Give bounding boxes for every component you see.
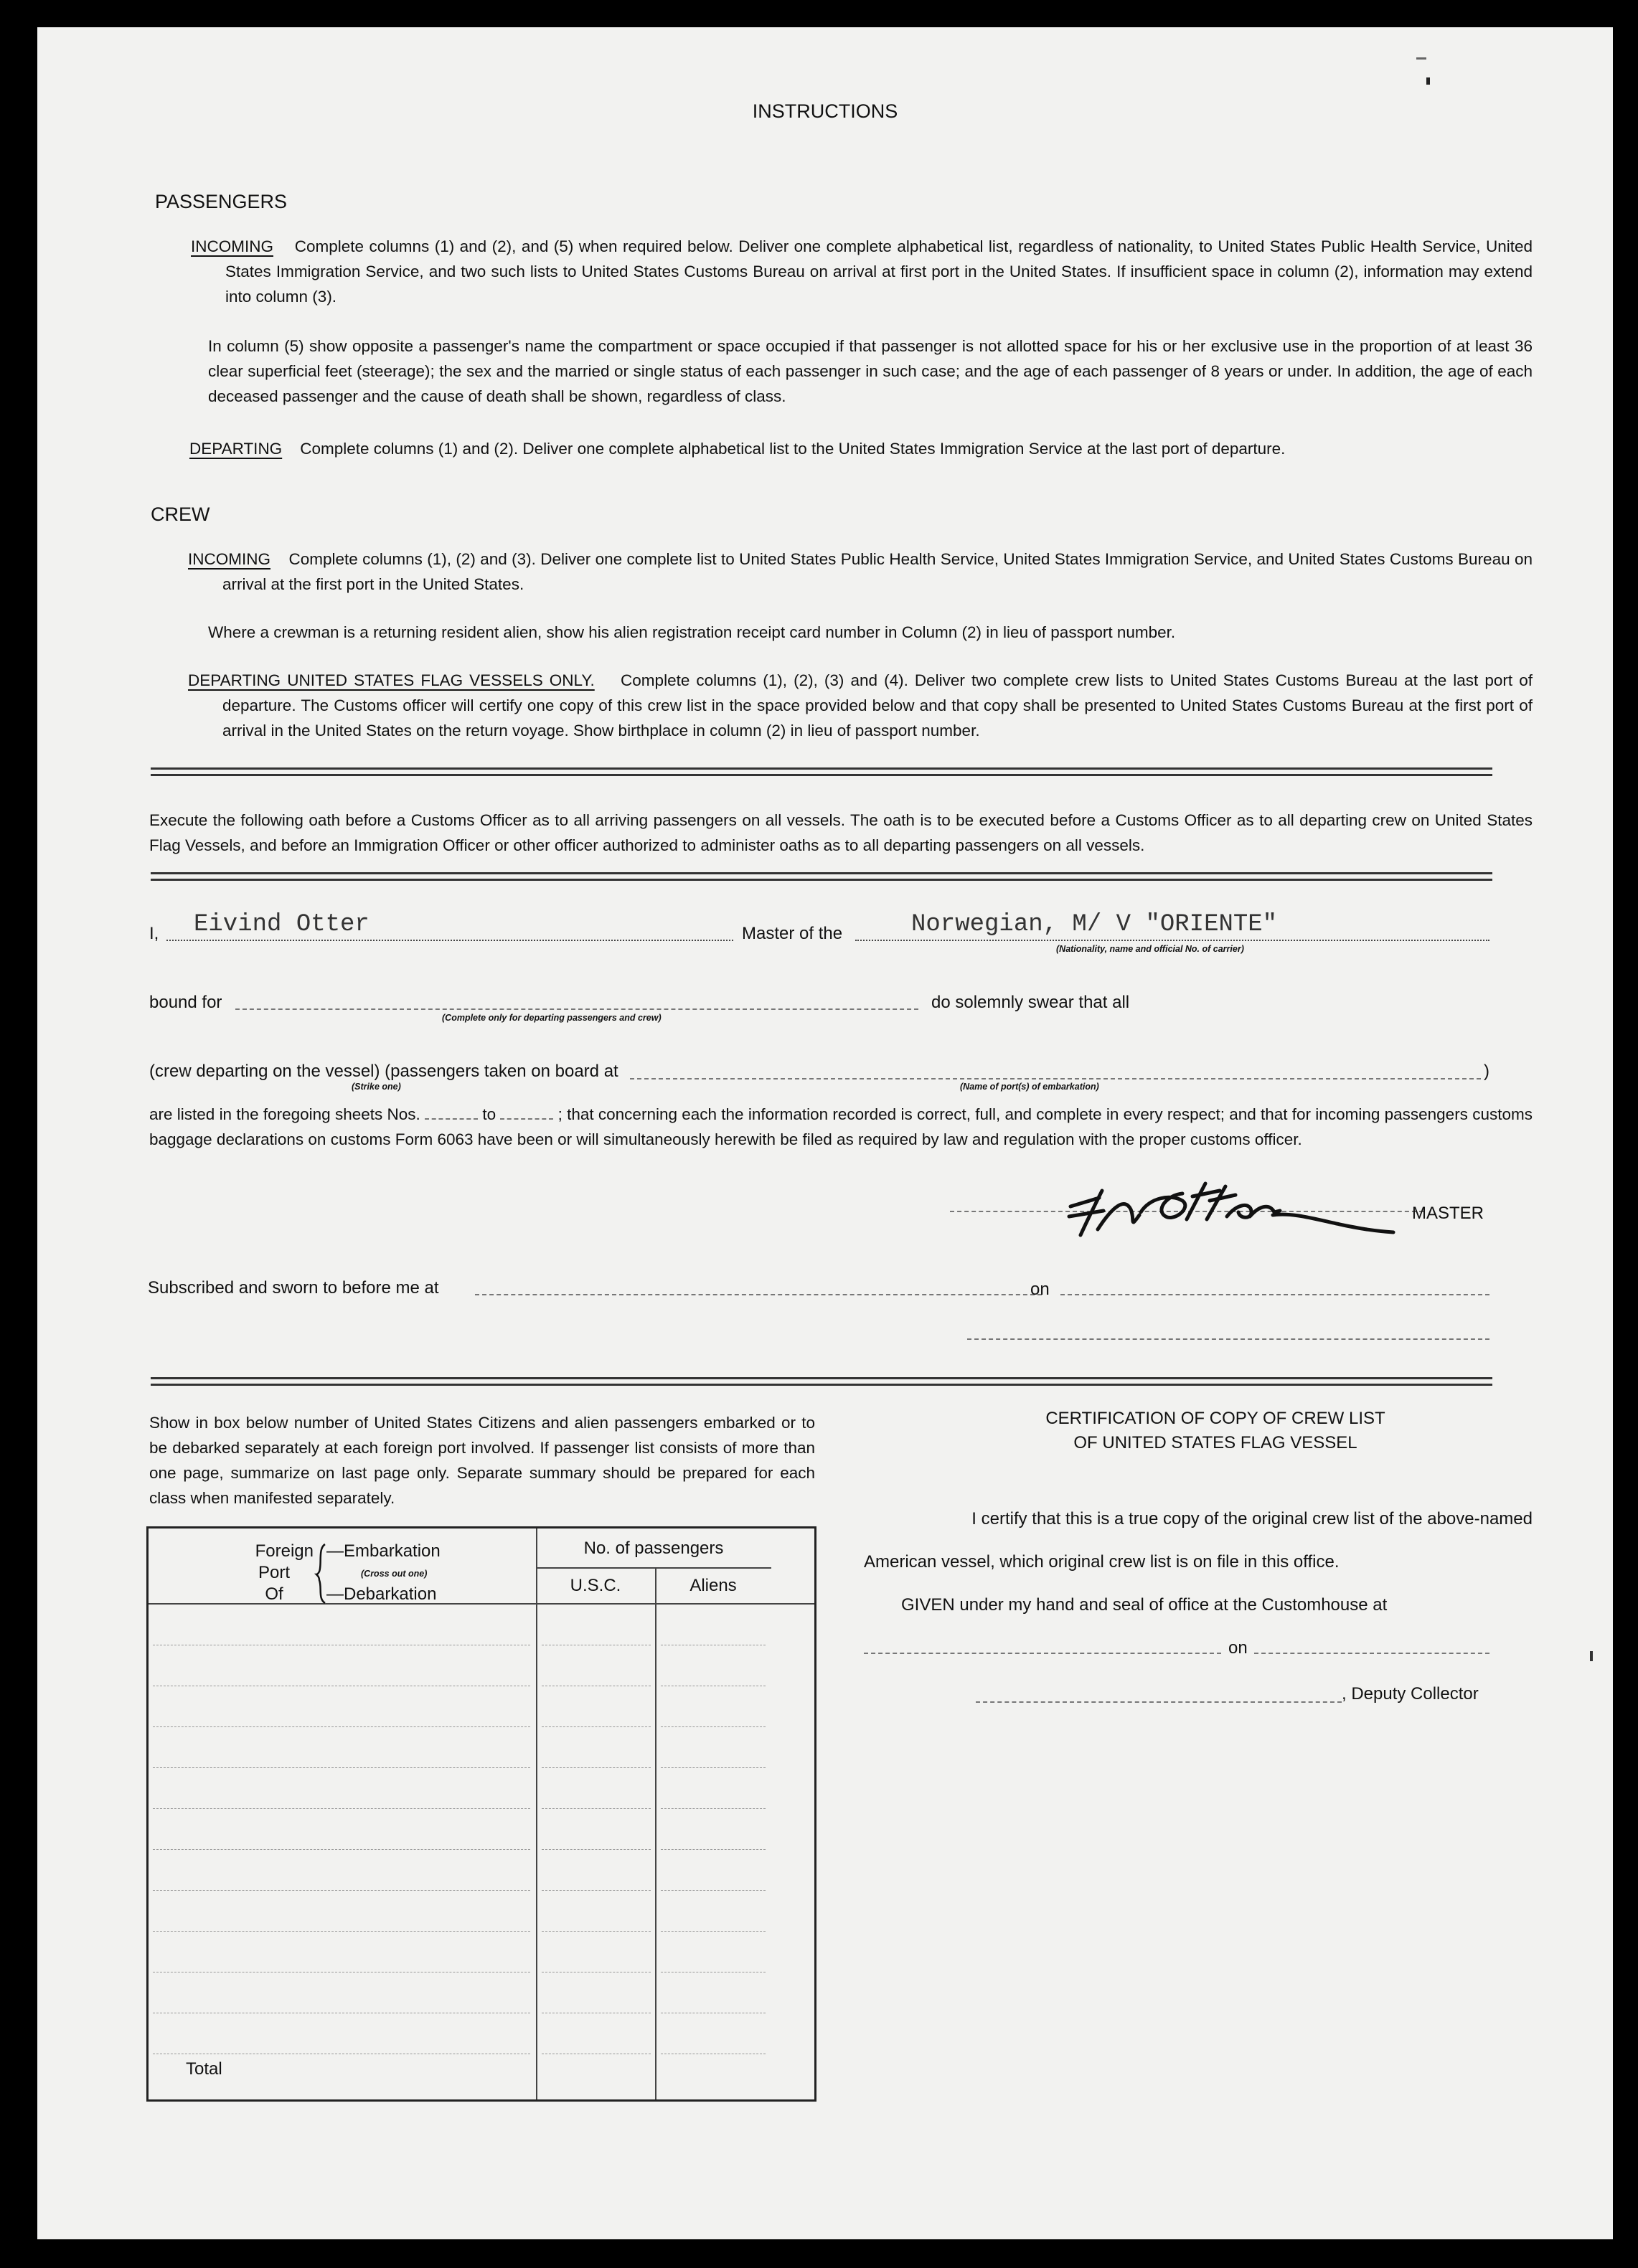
i-label: I, bbox=[149, 924, 159, 943]
vessel-caption: (Nationality, name and official No. of carrier) bbox=[1056, 944, 1244, 954]
vessel-value[interactable]: Norwegian, M/ V "ORIENTE" bbox=[911, 911, 1278, 938]
column-divider bbox=[536, 1528, 537, 2099]
table-row-line bbox=[542, 1767, 651, 1768]
header-rule bbox=[536, 1567, 771, 1569]
ports-line bbox=[630, 1078, 1481, 1079]
aliens-header: Aliens bbox=[689, 1576, 737, 1595]
table-row-line bbox=[153, 1726, 530, 1727]
vessel-line bbox=[855, 940, 1489, 941]
crew-departing-paragraph bbox=[188, 668, 1533, 743]
passengers-column5-paragraph: In column (5) show opposite a passenger's name the compartment or space occupied if that passenger is not allotted space for his or her exclusive use in the proportion of at least 36 clear superficial feet (steerage); the sex and the married or single status of each passenger in such case; and the age of each passenger of 8 years or under. In addition, the age of each deceased passenger and the cause of death shall be shown, regardless of class. bbox=[208, 337, 1533, 405]
crew-resident-paragraph: Where a crewman is a returning resident alien, show his alien registration receipt card number in Column (2) in lieu of passport number. bbox=[208, 623, 1176, 641]
passenger-summary-table bbox=[146, 1526, 816, 2102]
scan-mark bbox=[1426, 77, 1430, 85]
foreign-label: Foreign bbox=[255, 1541, 314, 1561]
cross-out-caption: (Cross out one) bbox=[361, 1569, 428, 1579]
form-page bbox=[37, 27, 1613, 2239]
certification-date-line bbox=[1254, 1653, 1489, 1654]
certification-heading-line2: OF UNITED STATES FLAG VESSEL bbox=[1073, 1433, 1357, 1452]
table-row-line bbox=[661, 1767, 766, 1768]
page-title: INSTRUCTIONS bbox=[752, 100, 898, 122]
master-label: MASTER bbox=[1412, 1204, 1484, 1223]
table-row-line bbox=[542, 1808, 651, 1809]
usc-header: U.S.C. bbox=[570, 1576, 621, 1595]
port-label: Port bbox=[258, 1563, 290, 1582]
subscribed-label: Subscribed and sworn to before me at bbox=[148, 1278, 439, 1298]
strike-caption: (Strike one) bbox=[352, 1082, 401, 1092]
customhouse-line bbox=[864, 1653, 1221, 1654]
bound-for-label: bound for bbox=[149, 993, 222, 1012]
summary-instructions: Show in box below number of United States Citizens and alien passengers embarked or to be debarked separately at each foreign port involved. If passenger list consists of more than one page, summarize on last page only. Separate summary should be prepared for each class when manifested separately. bbox=[149, 1414, 815, 1507]
double-rule bbox=[151, 1377, 1492, 1386]
passengers-departing-paragraph bbox=[189, 436, 1531, 461]
table-row-line bbox=[661, 1931, 766, 1932]
passengers-heading: PASSENGERS bbox=[155, 191, 288, 212]
table-row-line bbox=[661, 1890, 766, 1891]
passengers-departing-text: Complete columns (1) and (2). Deliver one complete alphabetical list to the United States Immigration Service at the last port of departure. bbox=[300, 440, 1286, 458]
passengers-incoming-label: INCOMING bbox=[191, 237, 273, 255]
table-row-line bbox=[542, 1726, 651, 1727]
column-divider bbox=[655, 1567, 656, 2099]
double-rule bbox=[151, 872, 1492, 881]
table-row-line bbox=[661, 1808, 766, 1809]
sheets-to-line bbox=[500, 1118, 553, 1120]
crew-passengers-label: (crew departing on the vessel) (passengers taken on board at bbox=[149, 1062, 618, 1081]
table-row-line bbox=[542, 1849, 651, 1850]
given-text: GIVEN under my hand and seal of office at the Customhouse at bbox=[901, 1595, 1388, 1615]
master-of-label: Master of the bbox=[742, 924, 843, 943]
ports-caption: (Name of port(s) of embarkation) bbox=[960, 1082, 1099, 1092]
passengers-incoming-paragraph bbox=[191, 234, 1533, 309]
sheets-from-line bbox=[425, 1118, 478, 1120]
sheets-to-label: to bbox=[482, 1105, 496, 1123]
crew-incoming-label: INCOMING bbox=[188, 550, 270, 568]
sheets-label: are listed in the foregoing sheets Nos. bbox=[149, 1105, 420, 1123]
oath-instructions: Execute the following oath before a Customs Officer as to all arriving passengers on all vessels. The oath is to be executed before a Customs Officer as to all departing crew on United States Flag Vessels, and before an Immigration Officer or other officer authorized to administer oaths as to all departing passengers on all vessels. bbox=[149, 811, 1533, 854]
table-row-line bbox=[542, 1890, 651, 1891]
crew-departing-label: DEPARTING UNITED STATES FLAG VESSELS ONLY. bbox=[188, 671, 595, 689]
crew-incoming-paragraph bbox=[188, 547, 1533, 597]
table-row-line bbox=[153, 1890, 530, 1891]
of-label: Of bbox=[265, 1584, 283, 1604]
certify-line2: American vessel, which original crew list is on file in this office. bbox=[864, 1552, 1340, 1572]
table-row-line bbox=[153, 1808, 530, 1809]
certify-line1: I certify that this is a true copy of the original crew list of the above-named bbox=[971, 1509, 1533, 1528]
crew-departing-text: Complete columns (1), (2), (3) and (4). Deliver two complete crew lists to United States Customs Bureau at the last port of departure. The Customs officer will certify one copy of this crew list in the space provided below and that copy shall be presented to United States Customs Bureau at the first port of arrival in the United States on the return voyage. Show birthplace in column (2) in lieu of passport number. bbox=[222, 671, 1533, 740]
master-name-value[interactable]: Eivind Otter bbox=[194, 911, 370, 938]
scan-mark bbox=[1590, 1651, 1593, 1661]
sheets-paragraph bbox=[149, 1102, 1533, 1152]
officer-signature-line bbox=[967, 1338, 1489, 1340]
master-signature bbox=[1056, 1169, 1401, 1245]
embarkation-label: —Embarkation bbox=[326, 1541, 441, 1561]
deputy-signature-line bbox=[976, 1701, 1342, 1703]
table-row-line bbox=[661, 1849, 766, 1850]
crew-incoming-text: Complete columns (1), (2) and (3). Deliver one complete list to United States Public Health Service, United States Immigration Service, and United States Customs Bureau on arrival at the first port in the United States. bbox=[222, 550, 1533, 593]
swear-label: do solemnly swear that all bbox=[931, 993, 1130, 1012]
debarkation-label: —Debarkation bbox=[326, 1584, 437, 1604]
subscribed-date-line bbox=[1060, 1294, 1489, 1295]
total-label: Total bbox=[186, 2059, 222, 2079]
close-paren: ) bbox=[1484, 1062, 1489, 1081]
bound-for-caption: (Complete only for departing passengers and crew) bbox=[442, 1013, 662, 1023]
bound-for-line bbox=[235, 1008, 918, 1010]
double-rule bbox=[151, 767, 1492, 776]
certification-on-label: on bbox=[1228, 1638, 1248, 1658]
table-row-line bbox=[153, 1849, 530, 1850]
subscribed-place-line bbox=[475, 1294, 1042, 1295]
master-name-line bbox=[166, 940, 733, 941]
table-row-line bbox=[153, 1767, 530, 1768]
deputy-collector-label: , Deputy Collector bbox=[1342, 1684, 1479, 1704]
crew-heading: CREW bbox=[151, 504, 210, 525]
no-passengers-header: No. of passengers bbox=[583, 1539, 724, 1558]
table-row-line bbox=[661, 1726, 766, 1727]
table-row-line bbox=[153, 1931, 530, 1932]
table-row-line bbox=[542, 1931, 651, 1932]
sheets-text: ; that concerning each the information recorded is correct, full, and complete in every respect; and that for incoming passengers customs baggage declarations on customs Form 6063 have been or will simultaneously herewith be filed as required by law and regulation with the proper customs officer. bbox=[149, 1105, 1533, 1148]
passengers-departing-label: DEPARTING bbox=[189, 440, 283, 458]
passengers-incoming-text: Complete columns (1) and (2), and (5) when required below. Deliver one complete alphabetical list, regardless of nationality, to United States Public Health Service, United States Immigration Service, and two such lists to United States Customs Bureau on arrival at first port in the United States. If insufficient space in column (2), information may extend into column (3). bbox=[225, 237, 1533, 306]
certification-heading-line1: CERTIFICATION OF COPY OF CREW LIST bbox=[1045, 1409, 1385, 1428]
subscribed-on-label: on bbox=[1030, 1280, 1050, 1299]
scan-mark bbox=[1416, 57, 1426, 60]
